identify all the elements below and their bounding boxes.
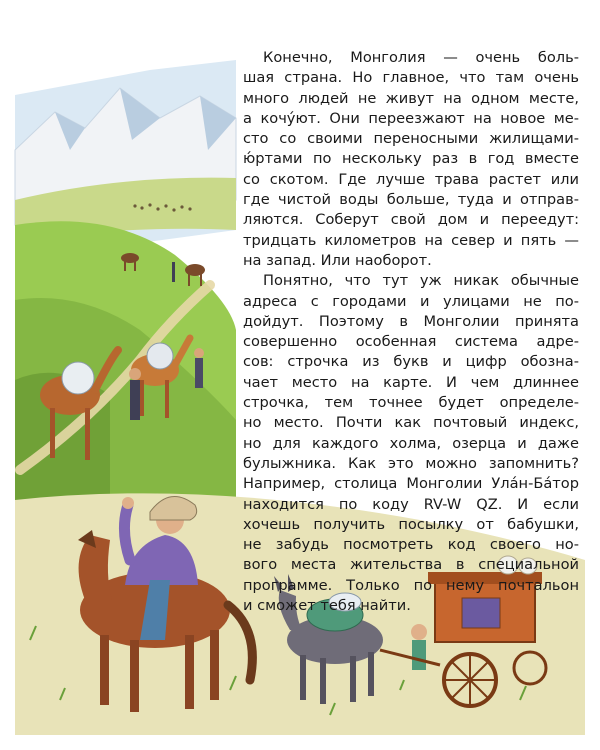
text-line: совершенно особенная система адре- <box>243 333 579 351</box>
text-line: сов: строчка из букв и цифр обозна- <box>243 353 579 371</box>
text-line: со скотом. Где лучше трава растет или <box>243 170 579 188</box>
text-line: а кочу́ют. Они переезжают на новое ме- <box>243 109 579 127</box>
text-line: но для каждого холма, озерца и даже <box>243 434 579 452</box>
story-text <box>243 48 579 616</box>
text-line: находится по коду RV-W QZ. И если <box>243 495 579 513</box>
text-line: дойдут. Поэтому в Монголии принята <box>243 312 579 330</box>
text-line: Понятно, что тут уж никак обычные <box>263 272 579 290</box>
text-line: ляются. Соберут свой дом и переедут: <box>243 211 579 229</box>
text-line: ю́ртами по нескольку раз в год вместе <box>243 150 579 168</box>
text-line: на запад. Или наоборот. <box>243 251 432 269</box>
text-line: и сможет тебя найти. <box>243 597 411 615</box>
text-line: не забудь посмотреть код своего но- <box>243 536 579 554</box>
text-line: булыжника. Как это можно запомнить? <box>243 454 579 472</box>
text-line: сто со своими переносными жилищами- <box>243 130 579 148</box>
text-line: программе. Только по нему почтальон <box>243 576 579 594</box>
text-line: шая страна. Но главное, что там очень <box>243 69 579 87</box>
text-line: вого места жительства в специальной <box>243 556 579 574</box>
text-line: где чистой воды больше, туда и отправ- <box>243 191 579 209</box>
text-line: строчка, тем точнее будет определе- <box>243 394 579 412</box>
text-line: Конечно, Монголия — очень боль- <box>263 49 579 66</box>
text-line: тридцать километров на север и пять — <box>243 231 579 249</box>
text-line: но место. Почти как почтовый индекс, <box>243 414 579 432</box>
text-line: много людей не живут на одном месте, <box>243 89 579 107</box>
text-line: хочешь получить посылку от бабушки, <box>243 515 579 533</box>
paragraph-nomads <box>243 48 579 271</box>
paragraph-address-codes <box>243 271 579 616</box>
text-line: чает место на карте. И чем длиннее <box>243 373 579 391</box>
text-line: Например, столица Монголии Ула́н-Ба́тор <box>243 475 579 493</box>
text-line: адреса с городами и улицами не по- <box>243 292 579 310</box>
